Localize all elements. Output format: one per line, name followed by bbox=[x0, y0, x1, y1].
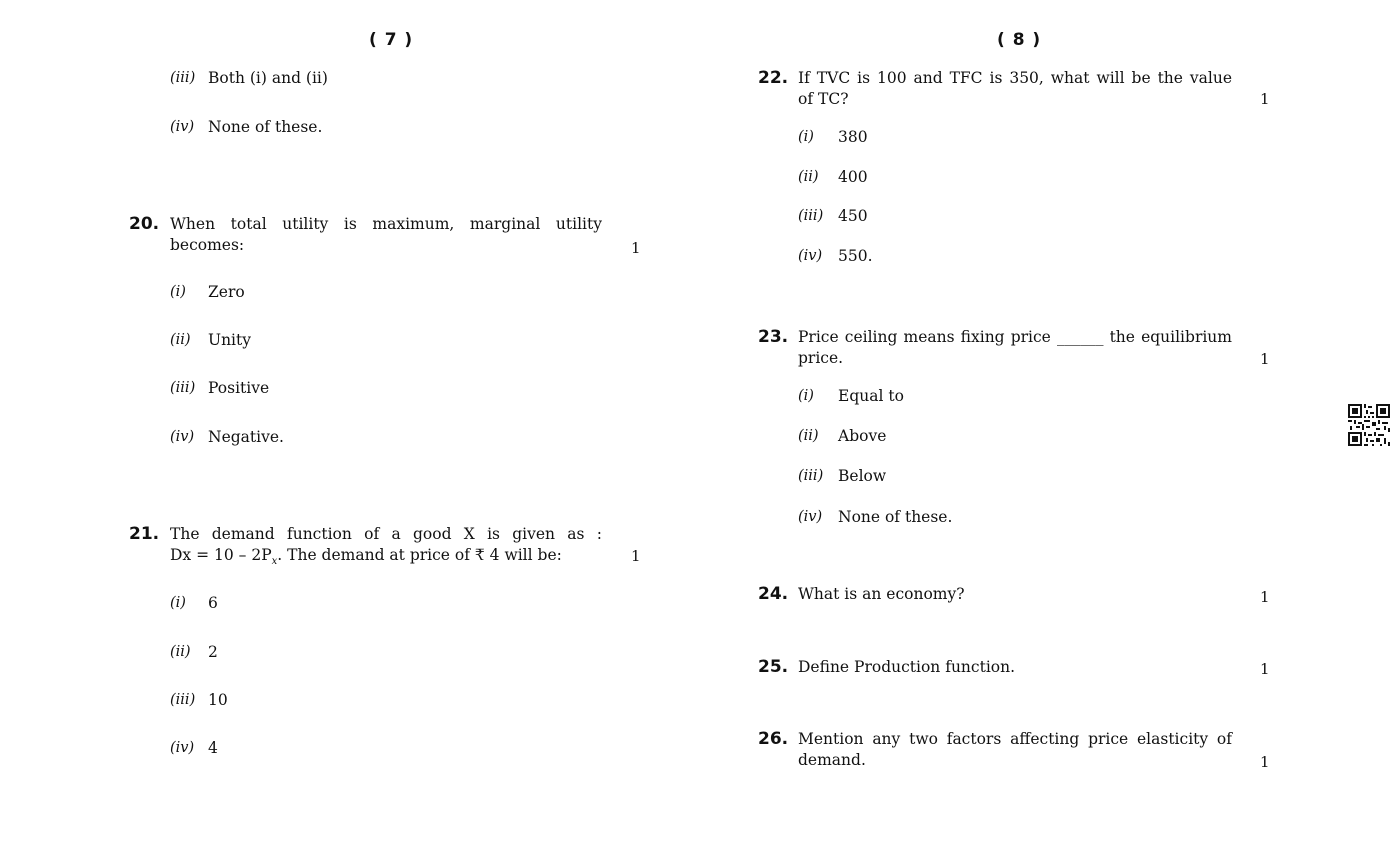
q22-text-line2: of TC? bbox=[798, 90, 849, 108]
q23-text-line2: price. bbox=[798, 349, 844, 367]
q23-option-iii-roman: (iii) bbox=[798, 468, 824, 484]
q22-option-iv-text: 550. bbox=[838, 247, 873, 265]
q24-marks: 1 bbox=[1260, 588, 1270, 606]
q21-formula-subscript: x bbox=[271, 556, 278, 568]
q21-option-iv-roman: (iv) bbox=[170, 740, 195, 756]
q26-marks: 1 bbox=[1260, 753, 1270, 771]
q23-option-ii-roman: (ii) bbox=[798, 428, 819, 444]
q23-number: 23. bbox=[758, 327, 789, 347]
q19-option-iii-text: Both (i) and (ii) bbox=[208, 69, 328, 87]
q20-option-ii-text: Unity bbox=[208, 331, 251, 349]
q24-text-line1: What is an economy? bbox=[798, 585, 965, 603]
q21-option-i-roman: (i) bbox=[170, 595, 186, 611]
q19-option-iii-roman: (iii) bbox=[170, 70, 196, 86]
q20-marks: 1 bbox=[631, 239, 641, 257]
q21-number: 21. bbox=[129, 524, 160, 544]
q26-text-line2: demand. bbox=[798, 751, 866, 769]
q22-option-i-roman: (i) bbox=[798, 129, 814, 145]
q22-marks: 1 bbox=[1260, 90, 1270, 108]
q20-option-iii-roman: (iii) bbox=[170, 380, 196, 396]
q23-marks: 1 bbox=[1260, 350, 1270, 368]
q20-option-iv-roman: (iv) bbox=[170, 429, 195, 445]
q22-option-ii-roman: (ii) bbox=[798, 169, 819, 185]
q21-option-iv-text: 4 bbox=[208, 739, 218, 757]
q19-option-iv-text: None of these. bbox=[208, 118, 323, 136]
q20-number: 20. bbox=[129, 214, 160, 234]
q22-option-iv-roman: (iv) bbox=[798, 248, 823, 264]
q23-option-iv-text: None of these. bbox=[838, 508, 953, 526]
q22-option-iii-text: 450 bbox=[838, 207, 868, 225]
q20-option-iv-text: Negative. bbox=[208, 428, 284, 446]
q22-number: 22. bbox=[758, 68, 789, 88]
q21-option-ii-roman: (ii) bbox=[170, 644, 191, 660]
q23-option-iii-text: Below bbox=[838, 467, 887, 485]
page-number-right: ( 8 ) bbox=[997, 30, 1042, 50]
q21-marks: 1 bbox=[631, 547, 641, 565]
q21-text-line1: The demand function of a good X is given as : bbox=[170, 525, 602, 543]
q21-text-line2 bbox=[170, 545, 562, 572]
q21-option-iii-roman: (iii) bbox=[170, 692, 196, 708]
q20-option-i-text: Zero bbox=[208, 283, 245, 301]
page-number-left: ( 7 ) bbox=[369, 30, 414, 50]
q23-text-line1: Price ceiling means fixing price ______ the equilibrium bbox=[798, 328, 1232, 346]
q21-formula-a: Dx = 10 – 2P bbox=[170, 546, 272, 564]
q22-option-i-text: 380 bbox=[838, 128, 868, 146]
q23-option-iv-roman: (iv) bbox=[798, 509, 823, 525]
q23-option-ii-text: Above bbox=[838, 427, 887, 445]
qr-code-icon bbox=[1348, 404, 1390, 446]
q25-text-line1: Define Production function. bbox=[798, 658, 1016, 676]
q23-option-i-roman: (i) bbox=[798, 388, 814, 404]
q20-text-line1: When total utility is maximum, marginal utility bbox=[170, 215, 602, 233]
q23-option-i-text: Equal to bbox=[838, 387, 904, 405]
q20-option-iii-text: Positive bbox=[208, 379, 270, 397]
q25-marks: 1 bbox=[1260, 660, 1270, 678]
q21-option-ii-text: 2 bbox=[208, 643, 218, 661]
q21-option-iii-text: 10 bbox=[208, 691, 228, 709]
q20-option-i-roman: (i) bbox=[170, 284, 186, 300]
q22-option-ii-text: 400 bbox=[838, 168, 868, 186]
q19-option-iv-roman: (iv) bbox=[170, 119, 195, 135]
q25-number: 25. bbox=[758, 657, 789, 677]
q26-number: 26. bbox=[758, 729, 789, 749]
q24-number: 24. bbox=[758, 584, 789, 604]
q21-formula-b: . The demand at price of ₹ 4 will be: bbox=[277, 546, 562, 564]
q20-text-line2: becomes: bbox=[170, 236, 245, 254]
q21-option-i-text: 6 bbox=[208, 594, 218, 612]
q20-option-ii-roman: (ii) bbox=[170, 332, 191, 348]
q22-text-line1: If TVC is 100 and TFC is 350, what will be the value bbox=[798, 69, 1232, 87]
q22-option-iii-roman: (iii) bbox=[798, 208, 824, 224]
q26-text-line1: Mention any two factors affecting price elasticity of bbox=[798, 730, 1232, 748]
